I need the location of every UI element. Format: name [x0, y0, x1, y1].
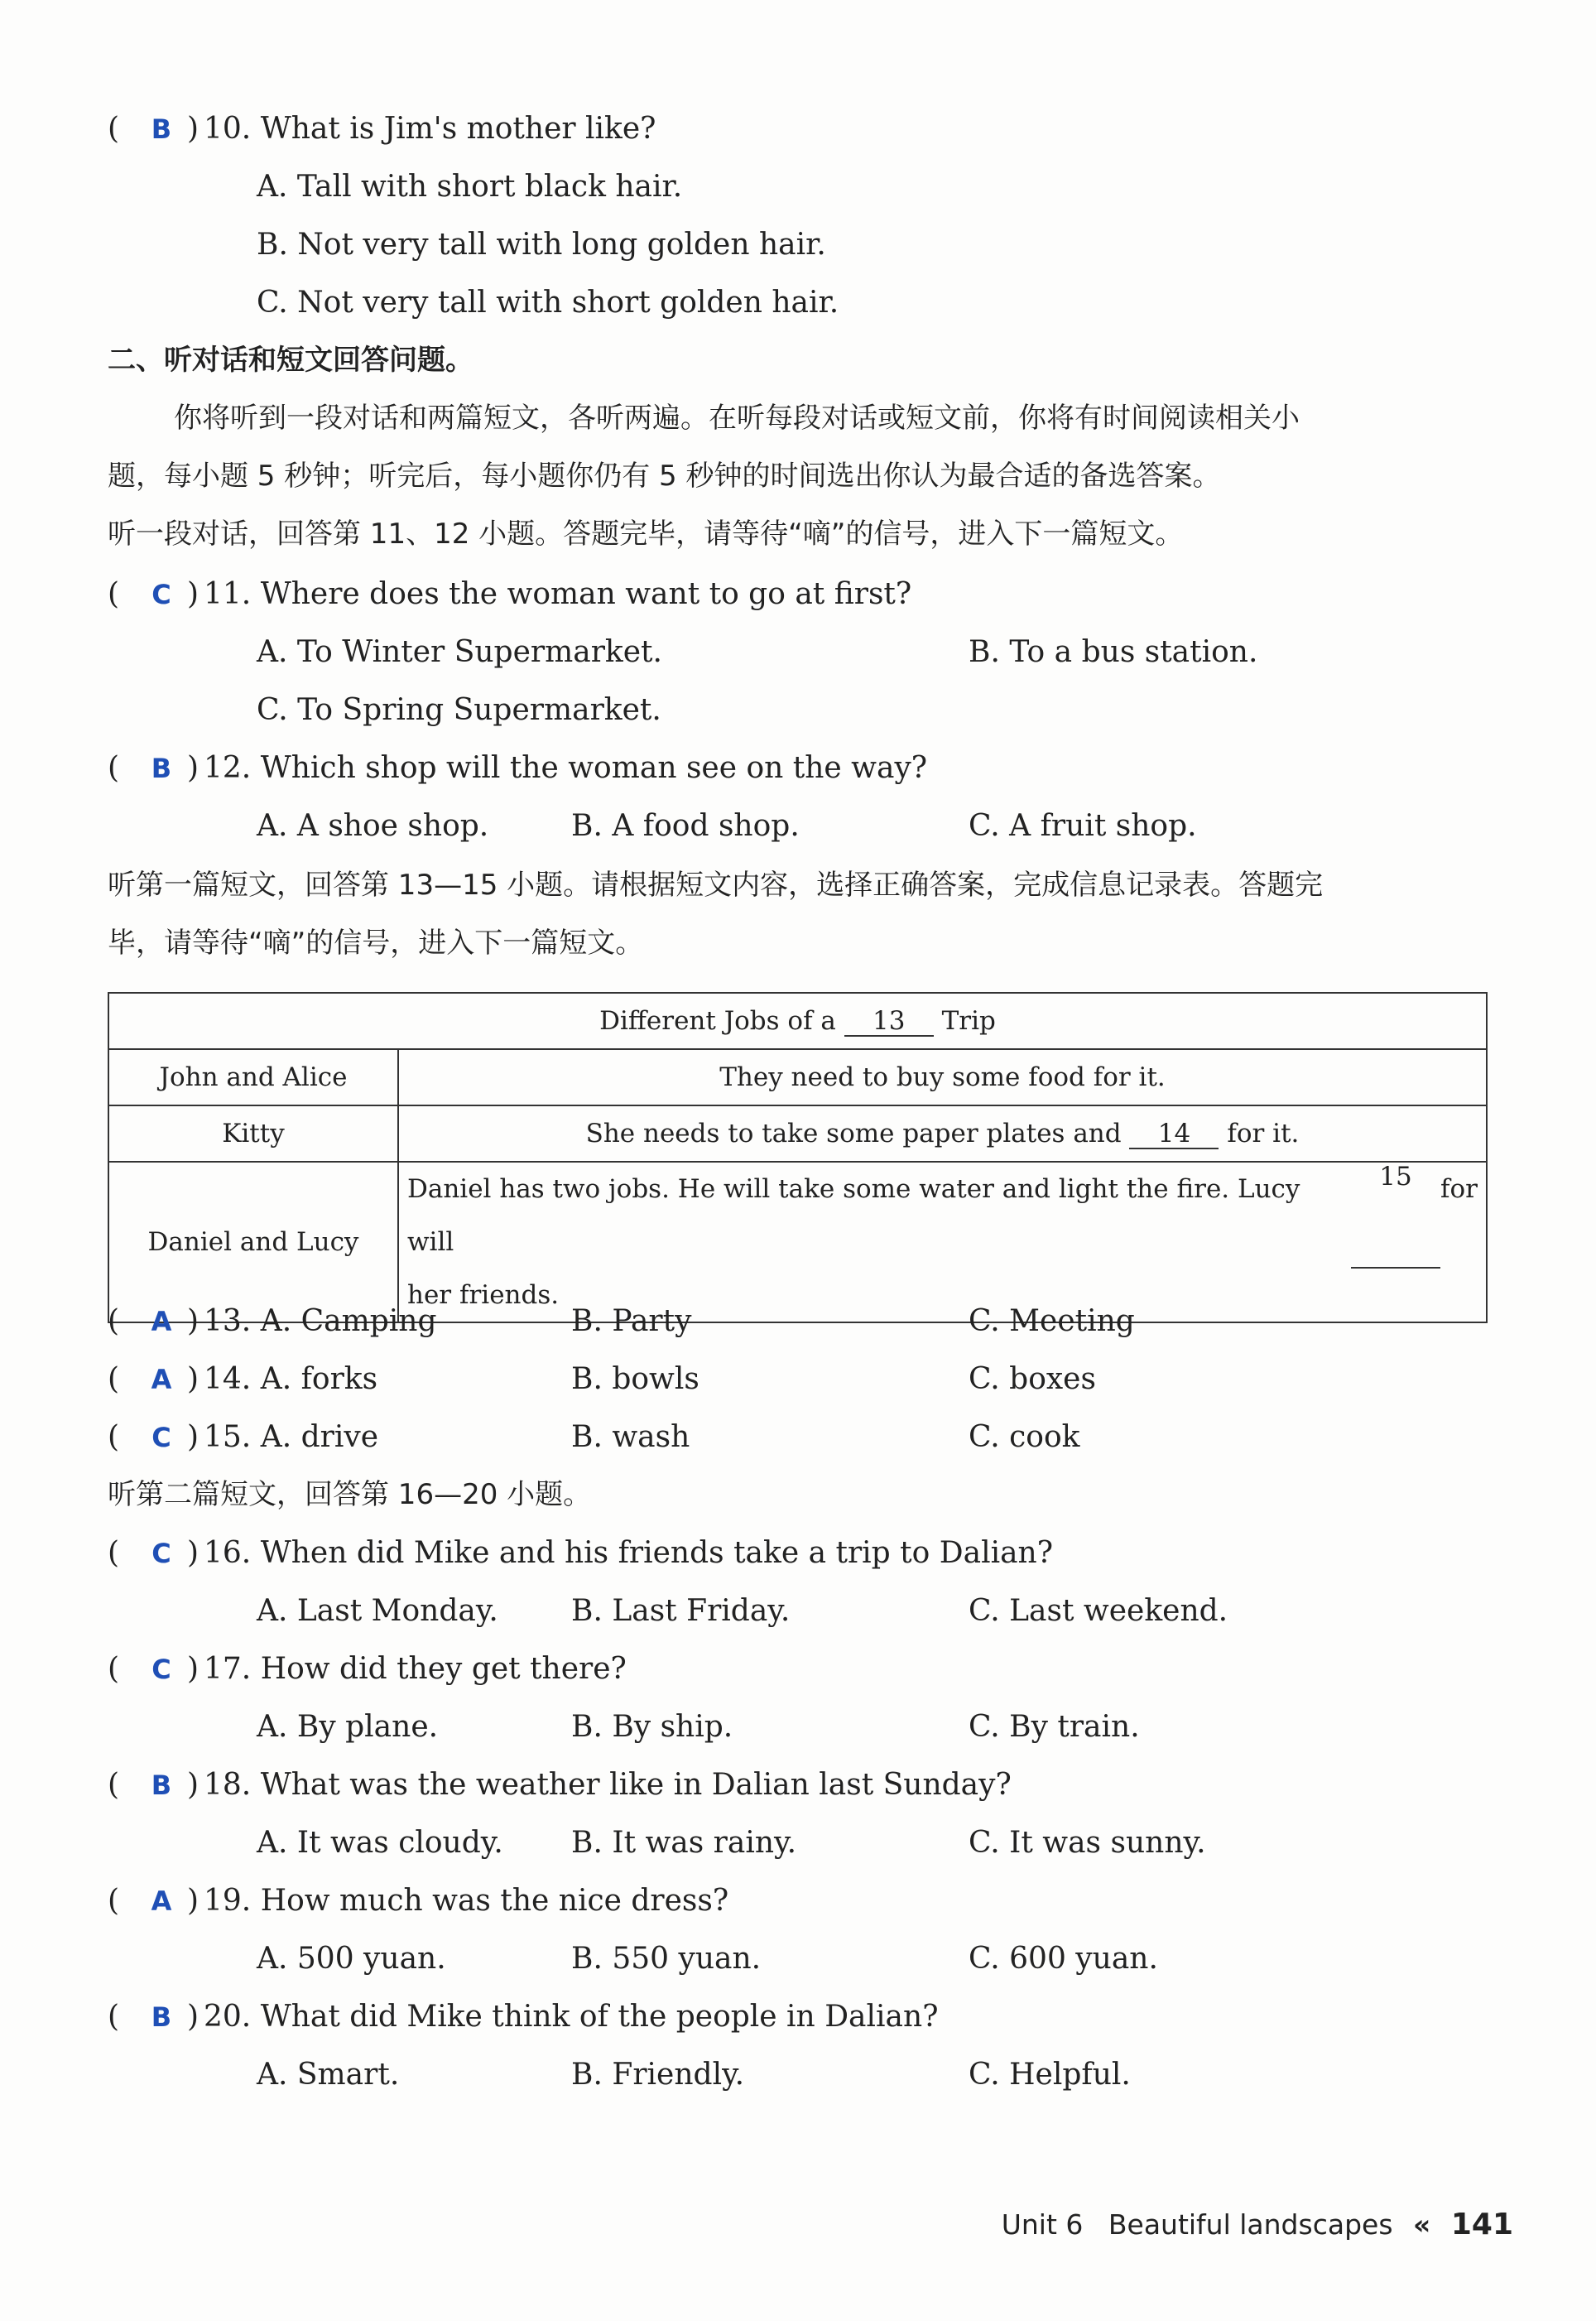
section-intro-line1: 你将听到一段对话和两篇短文，各听两遍。在听每段对话或短文前，你将有时间阅读相关小	[174, 402, 1300, 435]
option-a: A. By plane.	[257, 1710, 439, 1744]
blank-15: 15	[1351, 1163, 1440, 1269]
option-a: A. Smart.	[257, 2058, 400, 2092]
paren-open: (	[108, 2000, 120, 2034]
option-b: B. Party	[571, 1304, 692, 1338]
option-a: A. A shoe shop.	[257, 809, 489, 843]
option-c: C. cook	[969, 1420, 1080, 1454]
option-c: C. Last weekend.	[969, 1594, 1228, 1628]
answer-mark: B	[151, 1770, 172, 1801]
paren-close: )	[187, 1420, 200, 1454]
row-label: John and Alice	[108, 1049, 398, 1105]
option-b: B. Last Friday.	[571, 1594, 791, 1628]
option-a: A. Last Monday.	[257, 1594, 498, 1628]
paren-open: (	[108, 112, 120, 146]
unit-label: Unit 6	[1001, 2208, 1084, 2241]
paren-open: (	[108, 577, 120, 611]
question-text: 16. When did Mike and his friends take a trip to Dalian?	[204, 1536, 1054, 1570]
question-text: 12. Which shop will the woman see on the way?	[204, 751, 928, 785]
paren-close: )	[187, 1884, 200, 1918]
question-text: 13. A. Camping	[204, 1304, 437, 1338]
option-a: A. To Winter Supermarket.	[257, 635, 662, 669]
question-text: 15. A. drive	[204, 1420, 379, 1454]
paren-open: (	[108, 1362, 120, 1396]
paren-open: (	[108, 751, 120, 785]
option-c: C. Meeting	[969, 1304, 1135, 1338]
answer-mark: A	[151, 1885, 172, 1917]
question-text: 18. What was the weather like in Dalian last Sunday?	[204, 1768, 1012, 1802]
option-c: C. It was sunny.	[969, 1826, 1206, 1860]
option-c: C. Helpful.	[969, 2058, 1131, 2092]
passage1-instruction-line1: 听第一篇短文，回答第 13—15 小题。请根据短文内容，选择正确答案，完成信息记录表。答题完	[108, 869, 1324, 902]
paren-open: (	[108, 1652, 120, 1686]
answer-mark: C	[151, 1654, 171, 1685]
row-text: Daniel has two jobs. He will take some water and light the fire. Lucy will 15 for her friends.	[398, 1162, 1487, 1322]
blank-14: 14	[1129, 1120, 1219, 1149]
row-text: They need to buy some food for it.	[398, 1049, 1487, 1105]
answer-mark: C	[151, 1538, 171, 1569]
option-a: A. It was cloudy.	[257, 1826, 503, 1860]
paren-close: )	[187, 751, 200, 785]
option-c: C. A fruit shop.	[969, 809, 1197, 843]
option-b: B. Friendly.	[571, 2058, 745, 2092]
paren-open: (	[108, 1884, 120, 1918]
option-b: B. A food shop.	[571, 809, 800, 843]
option-b: B. Not very tall with long golden hair.	[257, 228, 826, 262]
paren-open: (	[108, 1304, 120, 1338]
option-b: B. By ship.	[571, 1710, 733, 1744]
row-label: Daniel and Lucy	[108, 1162, 398, 1322]
blank-13: 13	[844, 1007, 934, 1037]
question-text: 14. A. forks	[204, 1362, 378, 1396]
paren-close: )	[187, 1536, 200, 1570]
paren-close: )	[187, 1362, 200, 1396]
option-c: C. By train.	[969, 1710, 1140, 1744]
option-c: C. To Spring Supermarket.	[257, 693, 661, 727]
dialogue-instruction: 听一段对话，回答第 11、12 小题。答题完毕，请等待“嘀”的信号，进入下一篇短文。	[108, 518, 1184, 551]
question-text: 19. How much was the nice dress?	[204, 1884, 729, 1918]
passage1-instruction-line2: 毕，请等待“嘀”的信号，进入下一篇短文。	[108, 927, 644, 960]
option-b: B. 550 yuan.	[571, 1942, 762, 1976]
answer-mark: A	[151, 1364, 172, 1395]
question-text: 11. Where does the woman want to go at first?	[204, 577, 912, 611]
unit-title: Beautiful landscapes	[1108, 2208, 1393, 2241]
section-intro-line2: 题，每小题 5 秒钟；听完后，每小题你仍有 5 秒钟的时间选出你认为最合适的备选答案。	[108, 460, 1221, 493]
section-title: 二、听对话和短文回答问题。	[108, 344, 474, 377]
paren-open: (	[108, 1420, 120, 1454]
paren-close: )	[187, 1652, 200, 1686]
page-number: 141	[1450, 2208, 1513, 2242]
option-b: B. To a bus station.	[969, 635, 1258, 669]
option-a: A. 500 yuan.	[257, 1942, 446, 1976]
paren-open: (	[108, 1768, 120, 1802]
answer-mark: B	[151, 2001, 172, 2033]
answer-mark: C	[151, 1422, 171, 1453]
option-b: B. wash	[571, 1420, 690, 1454]
paren-close: )	[187, 577, 200, 611]
question-text: 10. What is Jim's mother like?	[204, 112, 656, 146]
answer-mark: C	[151, 579, 171, 610]
double-chevron-left-icon: «	[1413, 2208, 1431, 2241]
table-header-row	[108, 993, 1487, 1049]
paren-close: )	[187, 1768, 200, 1802]
paren-close: )	[187, 2000, 200, 2034]
answer-mark: B	[151, 113, 172, 145]
paren-close: )	[187, 112, 200, 146]
option-a: A. Tall with short black hair.	[257, 170, 683, 204]
option-b: B. bowls	[571, 1362, 699, 1396]
question-text: 17. How did they get there?	[204, 1652, 627, 1686]
page-footer	[1002, 2204, 1513, 2246]
jobs-table	[108, 992, 1488, 1323]
passage2-instruction: 听第二篇短文，回答第 16—20 小题。	[108, 1478, 592, 1511]
question-text: 20. What did Mike think of the people in Dalian?	[204, 2000, 939, 2034]
answer-mark: B	[151, 753, 172, 784]
answer-mark: A	[151, 1306, 172, 1337]
option-c: C. boxes	[969, 1362, 1096, 1396]
table-row	[108, 1105, 1487, 1162]
row-text: She needs to take some paper plates and 14 for it.	[398, 1105, 1487, 1162]
option-b: B. It was rainy.	[571, 1826, 797, 1860]
row-label: Kitty	[108, 1105, 398, 1162]
paren-close: )	[187, 1304, 200, 1338]
paren-open: (	[108, 1536, 120, 1570]
option-c: C. 600 yuan.	[969, 1942, 1158, 1976]
option-c: C. Not very tall with short golden hair.	[257, 286, 839, 320]
table-title: Different Jobs of a 13 Trip	[108, 993, 1487, 1049]
table-row	[108, 1049, 1487, 1105]
